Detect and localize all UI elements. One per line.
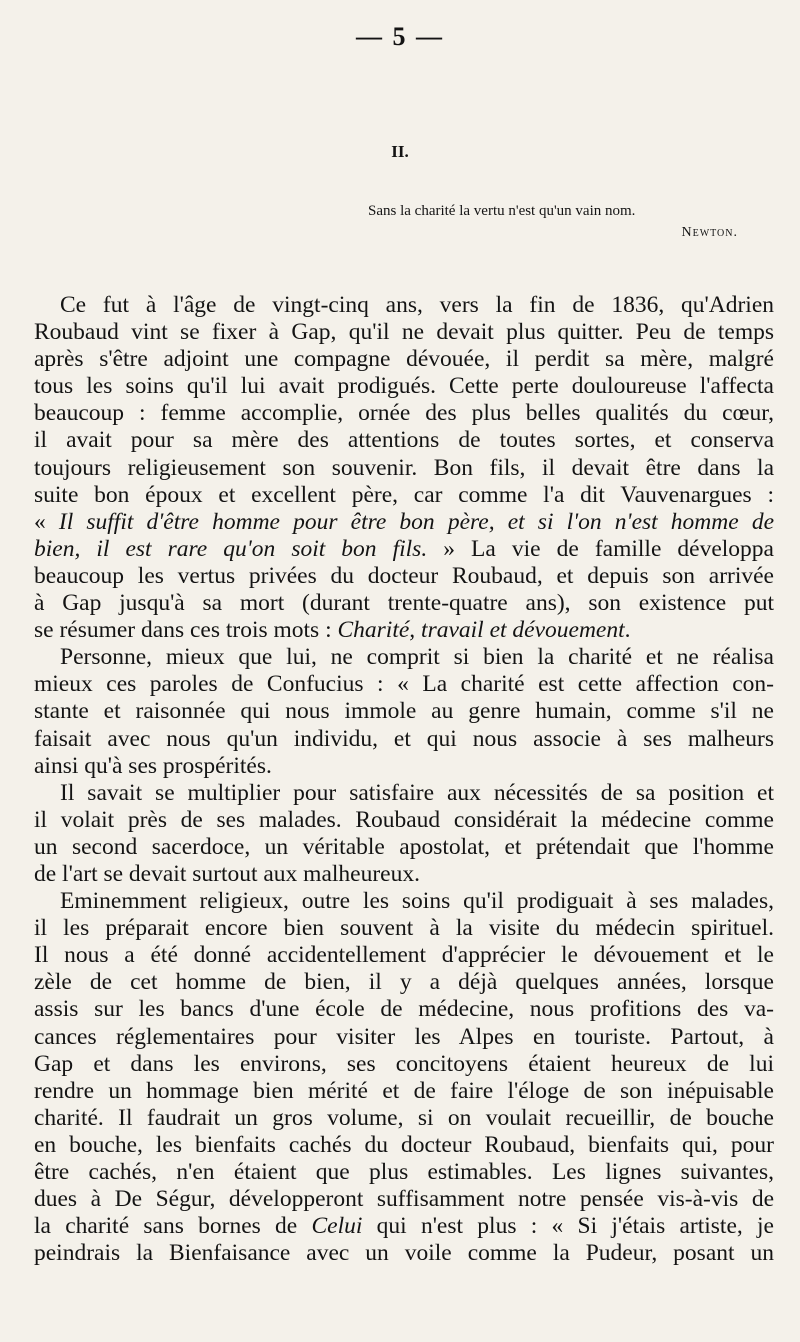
italic-text: Il suffit d'être homme pour être bon père, et si l'on n'est homme de [58,508,774,535]
text-segment: toujours religieusement son souvenir. Bon fils, il devait être dans la [34,454,774,481]
text-segment: après s'être adjoint une compagne dévouée, il perdit sa mère, malgré [34,346,774,373]
text-segment: peindrais la Bienfaisance avec un voile comme la Pudeur, posant un [34,1240,774,1267]
text-line [34,1051,774,1078]
text-line [34,1105,774,1132]
text-line [34,942,774,969]
italic-text: Celui [311,1213,363,1240]
italic-text: bien, il est rare qu'on soit bon fils. [34,535,428,562]
text-segment: stante et raisonnée qui nous immole au genre humain, comme s'il ne [34,698,774,725]
text-segment: Roubaud vint se fixer à Gap, qu'il ne devait plus quitter. Peu de temps [34,319,774,346]
text-segment: Il savait se multiplier pour satisfaire aux nécessités de sa position et [60,779,774,806]
text-line [34,400,774,427]
text-segment: mieux ces paroles de Confucius : « La charité est cette affection con- [34,671,774,698]
text-line [34,726,774,753]
text-line [34,482,774,509]
text-line [34,915,774,942]
text-segment: Eminemment religieux, outre les soins qu'il prodiguait à ses malades, [60,888,774,915]
epigraph-author: Newton. [681,225,738,240]
text-segment: être cachés, n'en étaient que plus estimables. Les lignes suivantes, [34,1159,774,1185]
text-line [34,455,774,482]
text-line [34,807,774,834]
text-line [34,346,774,373]
text-segment: rendre un hommage bien mérité et de faire l'éloge de son inépuisable [34,1077,774,1104]
text-segment: Ce fut à l'âge de vingt-cinq ans, vers la fin de 1836, qu'Adrien [60,292,774,318]
text-line [34,590,774,617]
text-segment: à Gap jusqu'à sa mort (durant trente-quatre ans), son existence put [34,590,774,617]
text-line [34,996,774,1023]
text-segment: ainsi qu'à ses prospérités. [34,752,272,779]
text-line [34,617,774,644]
text-segment: faisait avec nous qu'un individu, et qui nous associe à ses malheurs [34,725,774,752]
epigraph-quote: Sans la charité la vertu n'est qu'un vain nom. [368,203,636,219]
text-segment: beaucoup : femme accomplie, ornée des plus belles qualités du cœur, [34,400,774,427]
text-segment: en bouche, les bienfaits cachés du docteur Roubaud, bienfaits qui, pour [34,1131,774,1158]
text-segment: » La vie de famille développa [427,535,774,562]
text-segment: la charité sans bornes de [34,1213,312,1240]
text-line [34,861,774,888]
text-segment: cances réglementaires pour visiter les Alpes en touriste. Partout, à [34,1023,774,1050]
page-number: — 5 — [356,22,444,51]
text-line [34,536,774,563]
text-line [34,698,774,725]
text-segment: Il nous a été donné accidentellement d'apprécier le dévouement et le [34,942,774,969]
text-segment: un second sacerdoce, un véritable apostolat, et prétendait que l'homme [34,833,774,860]
body-text [34,292,774,1267]
text-segment: il avait pour sa mère des attentions de toutes sortes, et conserva [34,427,774,454]
text-line [34,1213,774,1240]
text-line [34,292,774,319]
text-segment: assis sur les bancs d'une école de médecine, nous profitions des va- [34,996,774,1023]
text-segment: suite bon époux et excellent père, car comme l'a dit Vauvenargues : [34,481,774,508]
text-segment: il les préparait encore bien souvent à la visite du médecin spirituel. [34,915,774,942]
section-number: II. [391,142,409,161]
text-line [34,1240,774,1267]
text-line [34,1159,774,1186]
text-line [34,373,774,400]
text-segment: tous les soins qu'il lui avait prodigués. Cette perte douloureuse l'affecta [34,373,774,400]
text-line [34,563,774,590]
text-line [34,1078,774,1105]
text-line [34,1186,774,1213]
text-segment: Personne, mieux que lui, ne comprit si bien la charité et ne réalisa [60,644,774,671]
text-segment: de l'art se devait surtout aux malheureux. [34,860,420,887]
text-line [34,753,774,780]
text-line [34,1024,774,1051]
text-line [34,427,774,454]
text-segment: se résumer dans ces trois mots : [34,617,338,644]
text-line [34,834,774,861]
text-line [34,1132,774,1159]
text-segment: « [34,508,59,535]
text-segment: zèle de cet homme de bien, il y a déjà quelques années, lorsque [34,969,774,996]
italic-text: Charité, travail et dévouement [337,617,625,644]
text-line [34,969,774,996]
text-segment: charité. Il faudrait un gros volume, si on voulait recueillir, de bouche [34,1104,774,1131]
text-segment: il volait près de ses malades. Roubaud considérait la médecine comme [34,806,774,833]
text-line [34,671,774,698]
text-line [34,888,774,915]
text-segment: beaucoup les vertus privées du docteur Roubaud, et depuis son arrivée [34,562,774,589]
text-line [34,509,774,536]
text-segment: . [624,617,631,644]
text-segment: dues à De Ségur, développeront suffisamment notre pensée vis-à-vis de [34,1186,774,1213]
epigraph [368,200,770,244]
text-line [34,319,774,346]
text-line [34,644,774,671]
text-segment: qui n'est plus : « Si j'étais artiste, je [362,1213,774,1240]
text-line [34,780,774,807]
text-segment: Gap et dans les environs, ses concitoyens étaient heureux de lui [34,1050,774,1077]
